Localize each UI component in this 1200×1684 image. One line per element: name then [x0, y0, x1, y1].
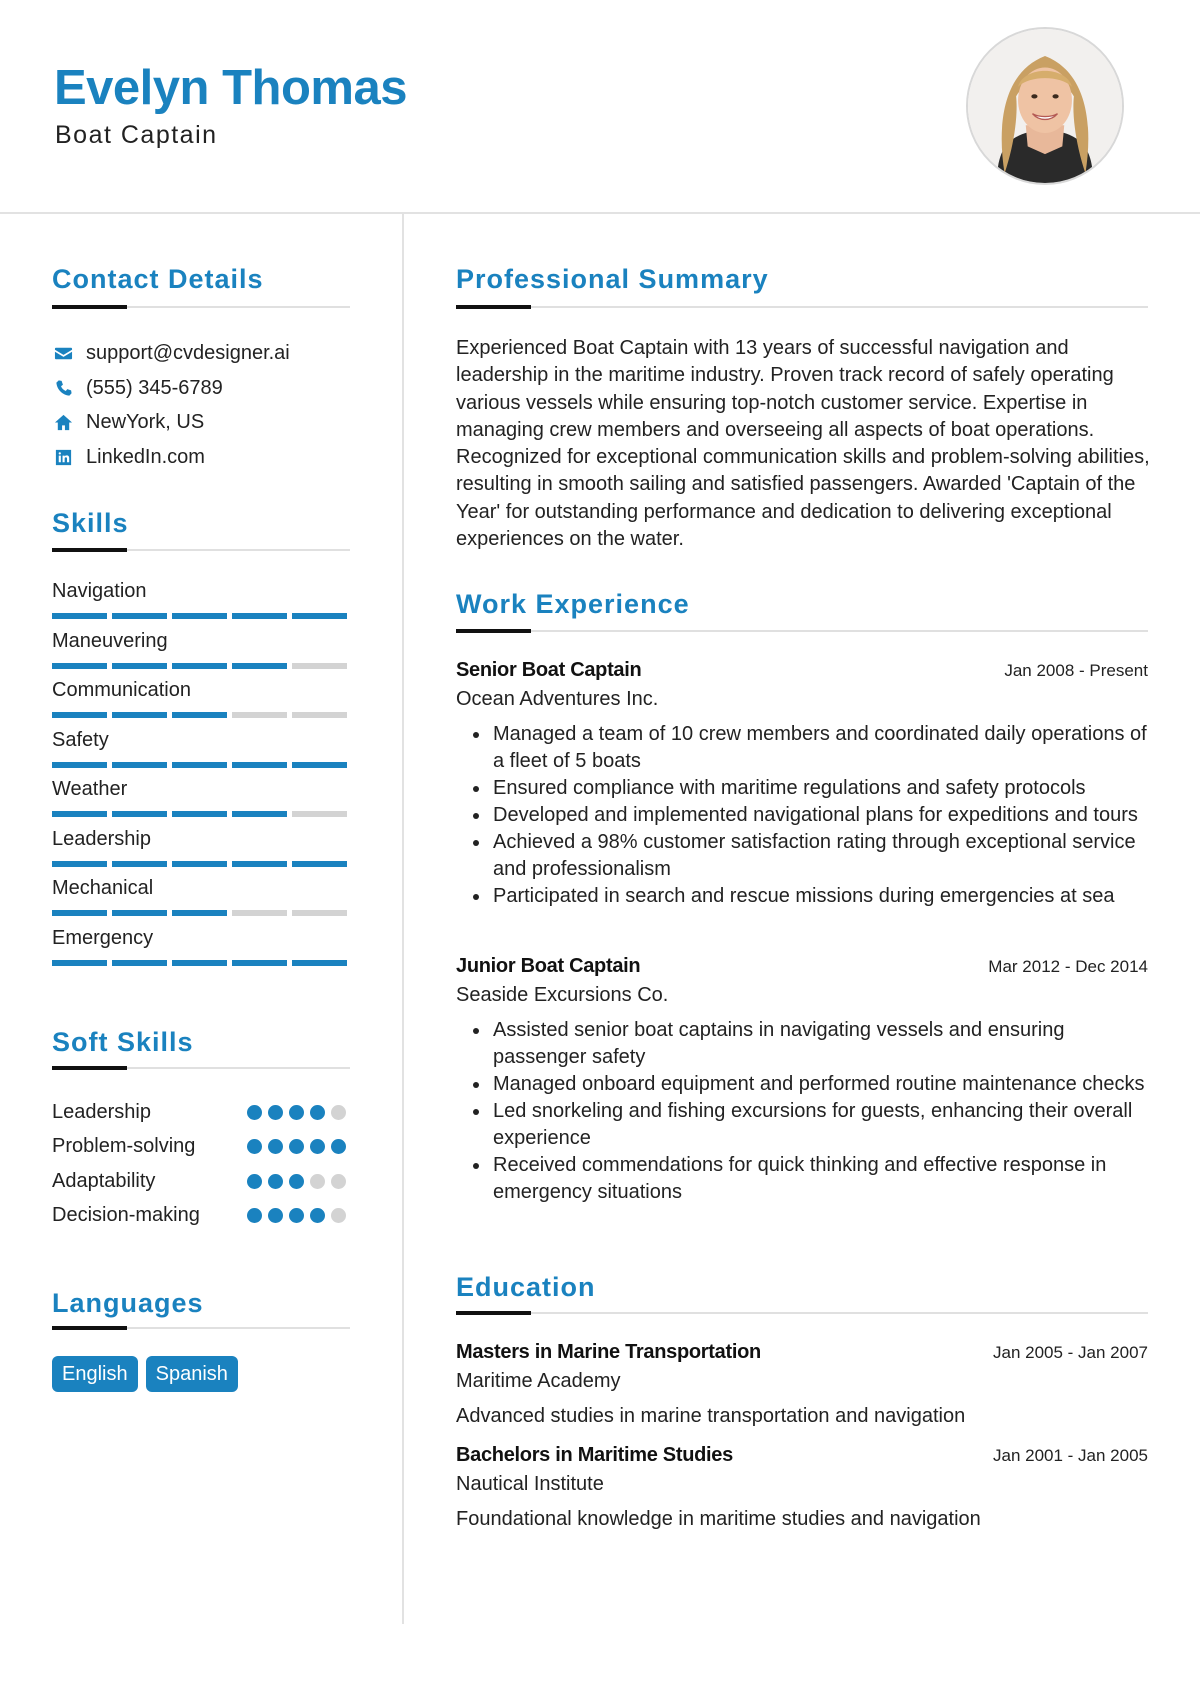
skill-level-segment: [232, 861, 287, 867]
language-badge: English: [52, 1356, 138, 1392]
skill-level-segment: [112, 613, 167, 619]
skill-level-bar: [52, 960, 348, 966]
profile-photo-icon: [968, 29, 1122, 183]
skill-item: [52, 925, 348, 966]
skill-level-segment: [52, 960, 107, 966]
rating-dot: [268, 1139, 283, 1154]
education-entry: [456, 1444, 1148, 1533]
job-bullet: Led snorkeling and fishing excursions for guests, enhancing their overall experience: [456, 1098, 1148, 1152]
skill-level-segment: [52, 861, 107, 867]
education-entry: [456, 1341, 1148, 1430]
skill-level-segment: [112, 712, 167, 718]
contact-phone: [52, 375, 223, 401]
skill-level-bar: [52, 910, 348, 916]
skill-level-segment: [112, 861, 167, 867]
skill-label: Mechanical: [52, 877, 154, 899]
job-bullet: Ensured compliance with maritime regulations and safety protocols: [456, 775, 1148, 802]
soft-skill-item: [52, 1098, 348, 1126]
candidate-title: Boat Captain: [55, 121, 218, 149]
rating-dot: [331, 1105, 346, 1120]
skill-level-segment: [232, 910, 287, 916]
soft-skill-label: Adaptability: [52, 1169, 156, 1192]
rating-dot: [310, 1105, 325, 1120]
experience-rule: [456, 630, 1148, 632]
job-bullet: Assisted senior boat captains in navigating vessels and ensuring passenger safety: [456, 1017, 1148, 1071]
skill-level-segment: [172, 861, 227, 867]
rating-dot: [289, 1174, 304, 1189]
skill-level-segment: [292, 762, 347, 768]
education-school: Maritime Academy: [456, 1370, 621, 1392]
skill-level-segment: [292, 613, 347, 619]
skill-level-segment: [172, 762, 227, 768]
job-entry: [456, 659, 1148, 910]
resume-header: [0, 0, 1200, 214]
skill-level-bar: [52, 861, 348, 867]
education-degree: Bachelors in Maritime Studies: [456, 1444, 733, 1466]
skill-level-bar: [52, 811, 348, 817]
contact-location-text: NewYork, US: [86, 410, 205, 433]
skill-level-segment: [172, 663, 227, 669]
skill-level-segment: [52, 663, 107, 669]
skill-label: Leadership: [52, 827, 151, 850]
job-title: Senior Boat Captain: [456, 659, 642, 681]
soft-skill-rating: [247, 1105, 346, 1120]
skills-rule: [52, 549, 350, 551]
soft-skill-item: [52, 1202, 348, 1230]
job-dates: Mar 2012 - Dec 2014: [988, 957, 1148, 976]
skill-level-segment: [292, 960, 347, 966]
rating-dot: [268, 1208, 283, 1223]
skill-label: Navigation: [52, 580, 147, 602]
skill-level-segment: [52, 712, 107, 718]
language-badge: Spanish: [146, 1356, 238, 1392]
education-dates: Jan 2005 - Jan 2007: [992, 1343, 1148, 1362]
column-divider: [402, 214, 404, 1624]
rating-dot: [247, 1174, 262, 1189]
education-degree: Masters in Marine Transportation: [456, 1341, 761, 1363]
job-company: Seaside Excursions Co.: [456, 984, 669, 1006]
skill-level-segment: [232, 613, 287, 619]
rating-dot: [289, 1208, 304, 1223]
skill-level-segment: [112, 762, 167, 768]
soft-skill-rating: [247, 1208, 346, 1223]
job-bullet: Achieved a 98% customer satisfaction rating through exceptional service and professionalism: [456, 829, 1148, 883]
job-bullet: Managed a team of 10 crew members and coordinated daily operations of a fleet of 5 boats: [456, 721, 1148, 775]
skill-level-segment: [112, 910, 167, 916]
skill-label: Maneuvering: [52, 629, 168, 652]
rating-dot: [310, 1208, 325, 1223]
skill-level-segment: [232, 712, 287, 718]
education-desc: Foundational knowledge in maritime studies and navigation: [456, 1508, 981, 1530]
summary-heading: Professional Summary: [456, 264, 769, 294]
rating-dot: [289, 1139, 304, 1154]
skill-level-segment: [292, 861, 347, 867]
contact-linkedin-text[interactable]: LinkedIn.com: [86, 445, 205, 468]
languages-heading: Languages: [52, 1288, 204, 1318]
education-rule: [456, 1312, 1148, 1314]
rating-dot: [247, 1208, 262, 1223]
job-bullet: Participated in search and rescue missions during emergencies at sea: [456, 883, 1148, 910]
skill-level-segment: [232, 663, 287, 669]
skill-item: [52, 826, 348, 867]
rating-dot: [268, 1174, 283, 1189]
skill-level-segment: [292, 712, 347, 718]
skill-level-segment: [172, 613, 227, 619]
education-school: Nautical Institute: [456, 1473, 604, 1495]
skill-level-bar: [52, 762, 348, 768]
soft-skill-rating: [247, 1174, 346, 1189]
soft-skill-label: Problem-solving: [52, 1135, 196, 1157]
skill-level-bar: [52, 712, 348, 718]
rating-dot: [331, 1139, 346, 1154]
soft-skill-item: [52, 1133, 348, 1161]
rating-dot: [331, 1208, 346, 1223]
soft-skill-rating: [247, 1139, 346, 1154]
soft-skill-label: Leadership: [52, 1100, 151, 1123]
rating-dot: [247, 1105, 262, 1120]
job-bullet: Received commendations for quick thinking and effective response in emergency situations: [456, 1152, 1148, 1206]
summary-rule: [456, 306, 1148, 308]
skill-level-segment: [112, 811, 167, 817]
soft-skill-label: Decision-making: [52, 1204, 200, 1226]
home-icon: [52, 411, 74, 433]
rating-dot: [310, 1174, 325, 1189]
avatar: [966, 27, 1124, 185]
summary-text: Experienced Boat Captain with 13 years of successful navigation and leadership in the maritime industry. Proven track record of safely operating various vessels while ensuring top-notch customer service. Expertise in managing crew members and overseeing all aspects of boat operations. Recognized for exceptional communication skills and problem-solving abilities, resulting in smooth sailing and satisfied passengers. Awarded 'Captain of the Year' for outstanding performance and dedication to delivering exceptional experiences on the water.: [456, 337, 1150, 551]
contact-email: [52, 340, 290, 366]
experience-heading: Work Experience: [456, 589, 690, 619]
skill-level-segment: [292, 910, 347, 916]
skill-label: Communication: [52, 679, 191, 701]
contact-rule: [52, 306, 350, 308]
skill-level-segment: [112, 663, 167, 669]
education-desc: Advanced studies in marine transportation and navigation: [456, 1405, 966, 1427]
skill-label: Weather: [52, 778, 128, 800]
rating-dot: [268, 1105, 283, 1120]
rating-dot: [289, 1105, 304, 1120]
contact-heading: Contact Details: [52, 264, 264, 294]
skill-item: [52, 776, 348, 817]
phone-icon: [52, 377, 74, 399]
job-entry: [456, 955, 1148, 1206]
skill-level-segment: [172, 910, 227, 916]
envelope-icon: [52, 342, 74, 364]
skill-label: Safety: [52, 728, 109, 751]
rating-dot: [331, 1174, 346, 1189]
job-bullet: Developed and implemented navigational plans for expeditions and tours: [456, 802, 1148, 829]
skill-level-segment: [52, 811, 107, 817]
skill-level-segment: [292, 663, 347, 669]
skill-level-segment: [172, 712, 227, 718]
skill-level-segment: [52, 613, 107, 619]
skill-level-segment: [52, 762, 107, 768]
rating-dot: [247, 1139, 262, 1154]
skill-item: [52, 677, 348, 718]
skill-item: [52, 875, 348, 916]
skill-level-segment: [232, 811, 287, 817]
skill-level-segment: [172, 811, 227, 817]
skill-level-segment: [112, 960, 167, 966]
skill-label: Emergency: [52, 926, 154, 949]
soft-skill-item: [52, 1167, 348, 1195]
job-bullets: [456, 1017, 1148, 1206]
skill-level-segment: [52, 910, 107, 916]
job-company: Ocean Adventures Inc.: [456, 688, 659, 710]
education-heading: Education: [456, 1272, 596, 1302]
linkedin-icon: [52, 446, 74, 468]
skills-heading: Skills: [52, 508, 129, 538]
skill-item: [52, 628, 348, 669]
contact-phone-text: (555) 345-6789: [86, 376, 223, 399]
job-title: Junior Boat Captain: [456, 955, 641, 977]
skill-level-segment: [172, 960, 227, 966]
job-bullets: [456, 721, 1148, 910]
rating-dot: [310, 1139, 325, 1154]
skill-level-bar: [52, 613, 348, 619]
contact-location: [52, 409, 204, 435]
skill-level-segment: [232, 762, 287, 768]
languages-list: [52, 1356, 238, 1392]
job-dates: Jan 2008 - Present: [1004, 661, 1148, 680]
skill-item: [52, 727, 348, 768]
skill-level-segment: [232, 960, 287, 966]
contact-linkedin[interactable]: [52, 444, 205, 470]
education-dates: Jan 2001 - Jan 2005: [992, 1446, 1148, 1465]
skill-level-bar: [52, 663, 348, 669]
candidate-name: Evelyn Thomas: [54, 61, 407, 115]
job-bullet: Managed onboard equipment and performed routine maintenance checks: [456, 1071, 1148, 1098]
languages-rule: [52, 1327, 350, 1329]
skill-item: [52, 578, 348, 619]
soft-skills-heading: Soft Skills: [52, 1027, 194, 1057]
soft-skills-rule: [52, 1067, 350, 1069]
contact-email-text: support@cvdesigner.ai: [86, 341, 290, 364]
skill-level-segment: [292, 811, 347, 817]
